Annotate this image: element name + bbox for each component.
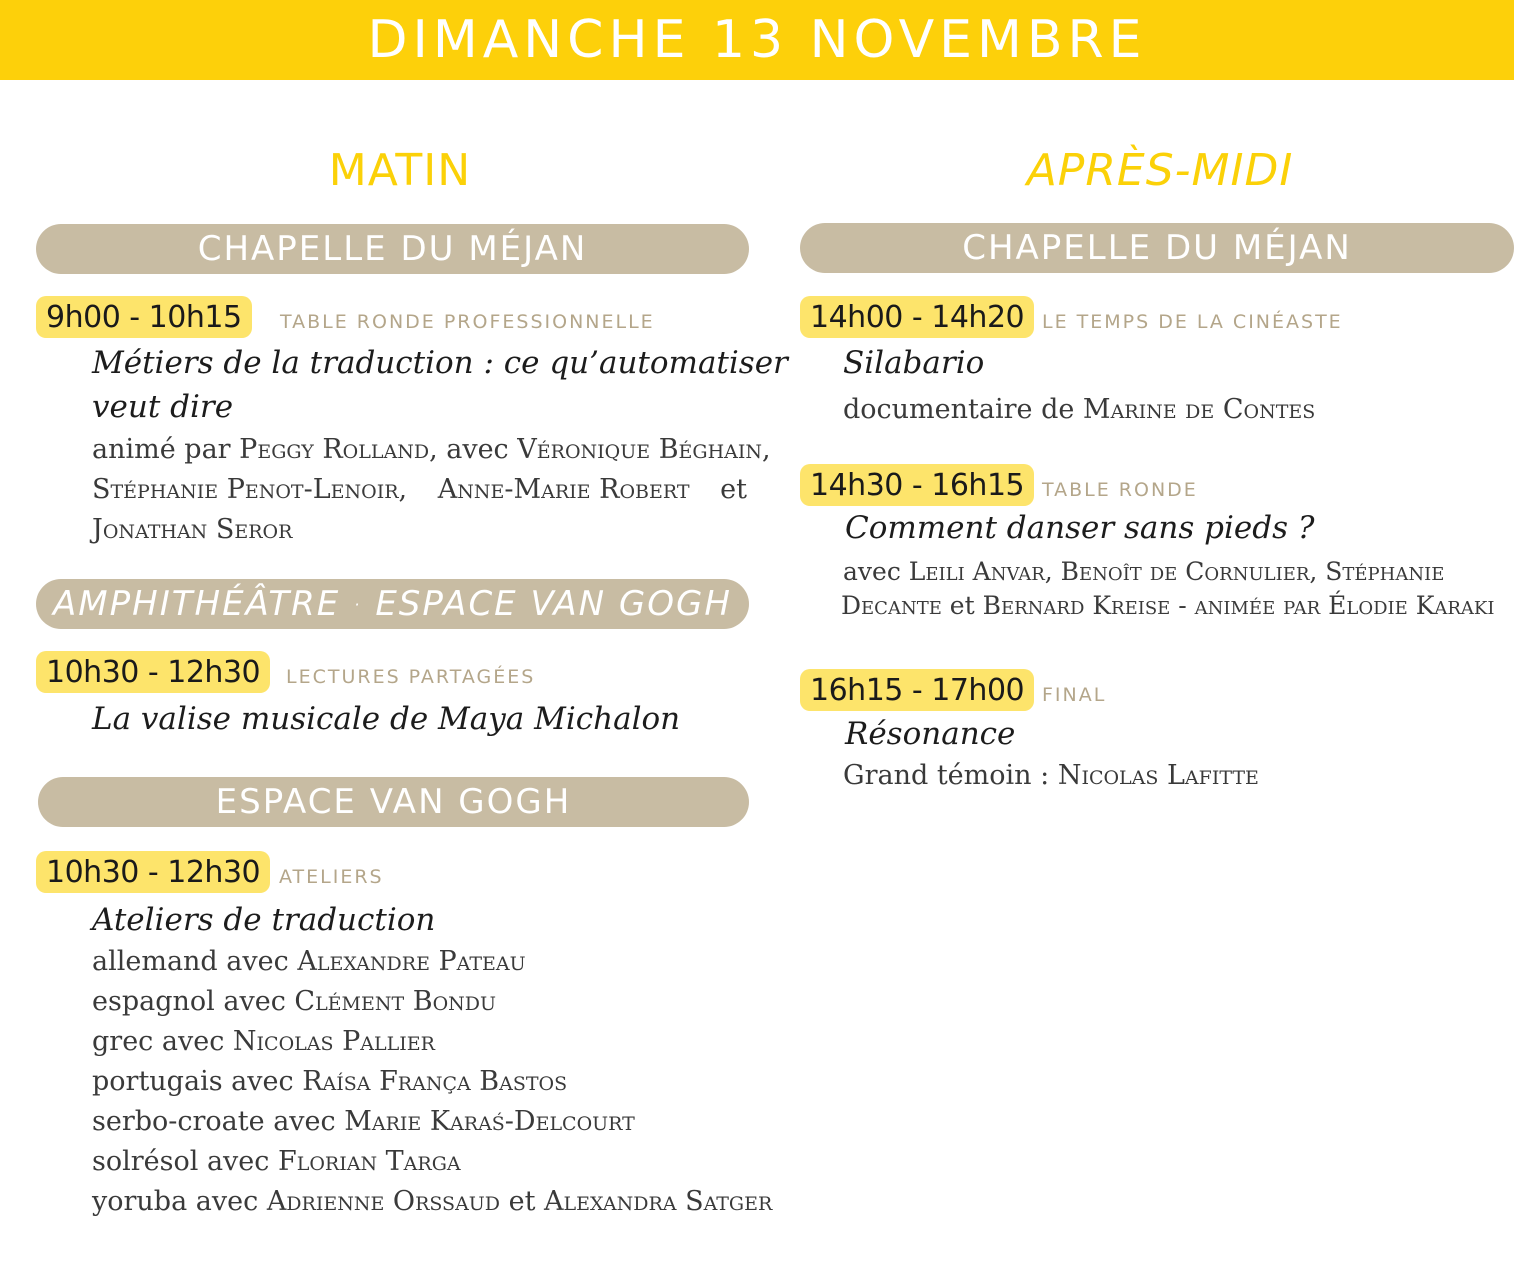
event-title: Comment danser sans pieds ? (845, 510, 1315, 546)
text: documentaire de (843, 394, 1083, 425)
language: espagnol avec (92, 986, 295, 1017)
person-name: Bernard Kreise - animée par Élodie Karaki (982, 591, 1495, 620)
event-title-line: Métiers de la traduction : ce qu’automatiser (92, 345, 788, 381)
venue-name: ESPACE VAN GOGH (375, 584, 732, 624)
event-title (92, 341, 788, 429)
language: yoruba avec (92, 1186, 267, 1217)
event-category: LECTURES PARTAGÉES (286, 666, 536, 688)
workshop-line (92, 1062, 567, 1102)
event-description (843, 390, 1315, 430)
time-badge: 10h30 - 12h30 (36, 851, 270, 893)
text: Grand témoin : (843, 760, 1058, 791)
person-name: Raísa França Bastos (302, 1066, 568, 1097)
person-name: Anne-Marie Robert (437, 474, 690, 505)
event-title: Silabario (843, 345, 985, 381)
text: , (762, 434, 771, 465)
person-name: Alexandra Satger (544, 1186, 773, 1217)
time-badge: 16h15 - 17h00 (800, 669, 1034, 711)
person-name: Peggy Rolland (239, 434, 430, 465)
event-description (92, 430, 771, 470)
time-badge: 9h00 - 10h15 (36, 296, 252, 338)
person-name: Véronique Béghain (517, 434, 762, 465)
venue-header-van-gogh: ESPACE VAN GOGH (38, 777, 749, 827)
afternoon-heading: APRÈS-MIDI (1026, 145, 1294, 196)
text: avec (843, 557, 909, 586)
header-banner (0, 0, 1514, 80)
person-name: Marine de Contes (1082, 394, 1316, 425)
workshop-line (92, 1022, 435, 1062)
event-title: Ateliers de traduction (92, 902, 436, 938)
venue-header-chapelle: CHAPELLE DU MÉJAN (800, 223, 1514, 273)
event-title: La valise musicale de Maya Michalon (92, 701, 681, 737)
workshop-line (92, 942, 526, 982)
venue-header-chapelle: CHAPELLE DU MÉJAN (36, 224, 749, 274)
workshop-line (92, 1102, 635, 1142)
person-name: Decante (841, 591, 942, 620)
event-description (843, 756, 1259, 796)
venue-name: AMPHITHÉÂTRE (53, 584, 341, 624)
event-category: TABLE RONDE PROFESSIONNELLE (280, 311, 655, 333)
event-category: TABLE RONDE (1042, 479, 1198, 501)
venue-header-amphitheatre (36, 579, 749, 629)
event-category: FINAL (1042, 684, 1107, 706)
event-category: LE TEMPS DE LA CINÉASTE (1042, 311, 1343, 333)
person-name-group (92, 470, 407, 510)
time-badge: 10h30 - 12h30 (36, 651, 270, 693)
person-name: Florian Targa (278, 1146, 461, 1177)
text: , avec (429, 434, 518, 465)
language: solrésol avec (92, 1146, 278, 1177)
text: et (500, 1186, 545, 1217)
language: portugais avec (92, 1066, 303, 1097)
event-title-line: veut dire (92, 389, 234, 425)
page-title: DIMANCHE 13 NOVEMBRE (367, 10, 1147, 70)
person-name: Adrienne Orssaud (266, 1186, 501, 1217)
person-name: Clément Bondu (294, 986, 497, 1017)
workshop-line (92, 1142, 461, 1182)
event-description (92, 470, 747, 510)
time-badge: 14h00 - 14h20 (800, 296, 1034, 338)
person-name: Nicolas Lafitte (1057, 760, 1259, 791)
person-name: Jonathan Seror (92, 514, 293, 545)
morning-heading: MATIN (328, 145, 472, 196)
text: animé par (92, 434, 240, 465)
text: et (720, 474, 747, 505)
language: grec avec (92, 1026, 233, 1057)
person-name: Leili Anvar, Benoît de Cornulier, Stéphanie (908, 557, 1445, 586)
person-name: Marie Karaś-Delcourt (344, 1106, 635, 1137)
language: serbo-croate avec (92, 1106, 345, 1137)
event-title: Résonance (845, 716, 1016, 752)
person-name: Alexandre Pateau (297, 946, 526, 977)
text: , (398, 474, 408, 505)
separator: · (354, 594, 362, 614)
time-badge: 14h30 - 16h15 (800, 464, 1034, 506)
event-description (841, 586, 1495, 626)
workshop-line (92, 982, 496, 1022)
person-name: Nicolas Pallier (232, 1026, 435, 1057)
person-name: Stéphanie Penot-Lenoir (92, 474, 399, 505)
event-category: ATELIERS (279, 866, 384, 888)
text: et (941, 591, 983, 620)
workshop-line (92, 1182, 772, 1222)
language: allemand avec (92, 946, 298, 977)
